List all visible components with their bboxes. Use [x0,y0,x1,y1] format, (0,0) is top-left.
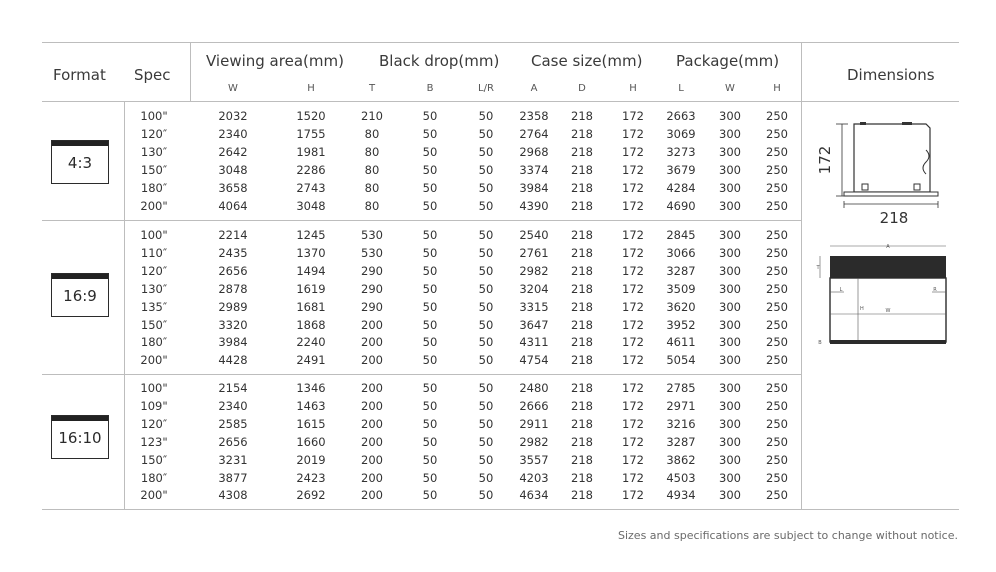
table-cell: 172 [622,317,644,332]
table-cell: 2971 [666,398,696,413]
table-cell: 172 [622,245,644,260]
format-icon-16-9 [51,273,109,317]
table-cell: 300 [719,162,741,177]
table-cell: 50 [422,416,438,431]
table-cell: 250 [766,126,788,141]
table-cell: 2663 [666,109,696,123]
table-cell: 2743 [296,180,326,195]
header-case-size: Case size(mm) [531,52,643,70]
table-cell: 172 [622,470,644,485]
spec-size-cell: 150″ [140,452,168,467]
table-cell: 50 [422,381,438,395]
table-cell: 300 [719,126,741,141]
table-cell: 50 [478,162,494,177]
table-cell: 2423 [296,470,326,485]
table-cell: 1615 [296,416,326,431]
table-cell: 2642 [218,144,248,159]
header-spec: Spec [134,66,171,84]
table-cell: 80 [364,162,380,177]
table-cell: 80 [364,126,380,141]
case-height-label: 172 [816,145,834,175]
table-top-border [42,42,959,43]
header-viewing-area: Viewing area(mm) [206,52,344,70]
table-cell: 172 [622,452,644,467]
spec-size-cell: 110″ [140,245,168,260]
table-cell: 50 [478,109,494,123]
table-cell: 2340 [218,126,248,141]
format-icon-4-3 [51,140,109,184]
table-cell: 4390 [519,198,549,213]
table-cell: 2435 [218,245,248,260]
subheader-cell: L [678,83,684,94]
table-cell: 50 [478,281,494,296]
table-cell: 172 [622,144,644,159]
table-cell: 250 [766,488,788,503]
spec-size-cell: 200" [140,488,168,503]
subheader-cell: W [725,83,735,94]
table-cell: 4284 [666,180,696,195]
table-cell: 172 [622,263,644,278]
table-cell: 250 [766,180,788,195]
table-cell: 50 [422,144,438,159]
spec-size-cell: 120″ [140,416,168,431]
header-black-drop: Black drop(mm) [379,52,500,70]
table-cell: 2845 [666,228,696,242]
spec-size-cell: 180″ [140,470,168,485]
table-cell: 50 [478,335,494,350]
table-cell: 50 [422,299,438,314]
table-cell: 218 [571,299,593,314]
table-cell: 50 [478,299,494,314]
table-cell: 3952 [666,317,696,332]
group-divider-1 [42,220,801,221]
table-cell: 3509 [666,281,696,296]
table-cell: 50 [422,353,438,368]
table-cell: 300 [719,488,741,503]
case-profile-diagram [808,110,958,230]
dim-label-w: W [885,308,891,314]
table-cell: 172 [622,381,644,395]
table-cell: 3216 [666,416,696,431]
footnote: Sizes and specifications are subject to change without notice. [617,529,958,542]
table-cell: 50 [422,126,438,141]
group-divider-2 [42,374,801,375]
table-cell: 250 [766,416,788,431]
table-cell: 172 [622,109,644,123]
table-cell: 250 [766,228,788,242]
table-cell: 172 [622,488,644,503]
table-cell: 3069 [666,126,696,141]
dim-label-a: A [886,244,890,250]
table-cell: 3287 [666,263,696,278]
table-cell: 2785 [666,381,696,395]
table-cell: 300 [719,434,741,449]
screen-front-diagram [808,240,958,350]
table-cell: 172 [622,198,644,213]
table-cell: 50 [422,198,438,213]
table-cell: 3374 [519,162,549,177]
table-cell: 200 [361,470,383,485]
subheader-cell: D [578,83,586,94]
table-cell: 218 [571,281,593,296]
spec-size-cell: 180″ [140,180,168,195]
table-cell: 2214 [218,228,248,242]
table-cell: 3679 [666,162,696,177]
table-cell: 1463 [296,398,326,413]
table-cell: 2989 [218,299,248,314]
table-cell: 250 [766,162,788,177]
subheader-cell: W [228,83,238,94]
table-cell: 218 [571,162,593,177]
table-cell: 200 [361,335,383,350]
table-cell: 2656 [218,434,248,449]
table-cell: 3273 [666,144,696,159]
table-cell: 50 [478,317,494,332]
subheader-cell: T [368,83,376,94]
table-cell: 50 [478,488,494,503]
spec-size-cell: 120″ [140,263,168,278]
table-cell: 172 [622,299,644,314]
table-cell: 50 [478,198,494,213]
table-cell: 218 [571,488,593,503]
table-cell: 3320 [218,317,248,332]
table-cell: 50 [422,109,438,123]
table-cell: 2480 [519,381,549,395]
table-cell: 218 [571,228,593,242]
table-cell: 4311 [519,335,549,350]
dimensions-column-divider [801,42,802,509]
dim-label-r: R [933,287,937,293]
table-cell: 250 [766,281,788,296]
spec-size-cell: 123" [140,434,168,449]
table-cell: 2764 [519,126,549,141]
table-cell: 300 [719,245,741,260]
format-icon-16-10 [51,415,109,459]
table-cell: 300 [719,452,741,467]
table-cell: 4611 [666,335,696,350]
table-cell: 172 [622,162,644,177]
spec-size-cell: 150″ [140,317,168,332]
table-cell: 530 [361,228,383,242]
spec-size-cell: 130″ [140,281,168,296]
table-cell: 218 [571,245,593,260]
spec-size-cell: 100" [140,109,168,123]
table-cell: 50 [478,245,494,260]
table-cell: 250 [766,198,788,213]
table-cell: 200 [361,434,383,449]
table-cell: 290 [361,299,383,314]
table-cell: 250 [766,317,788,332]
table-cell: 200 [361,452,383,467]
table-cell: 300 [719,416,741,431]
table-cell: 1868 [296,317,326,332]
table-cell: 210 [361,109,383,123]
table-cell: 50 [422,228,438,242]
spec-size-cell: 135″ [140,299,168,314]
header-format: Format [53,66,106,84]
table-cell: 2240 [296,335,326,350]
table-cell: 172 [622,353,644,368]
table-cell: 4754 [519,353,549,368]
table-cell: 530 [361,245,383,260]
table-cell: 2666 [519,398,549,413]
table-cell: 250 [766,452,788,467]
table-cell: 50 [422,162,438,177]
table-cell: 172 [622,281,644,296]
table-cell: 3862 [666,452,696,467]
table-cell: 3620 [666,299,696,314]
spec-size-cell: 100" [140,381,168,395]
table-cell: 3231 [218,452,248,467]
table-cell: 3048 [296,198,326,213]
table-cell: 1494 [296,263,326,278]
header-dimensions: Dimensions [847,66,935,84]
table-cell: 50 [422,470,438,485]
table-cell: 250 [766,398,788,413]
table-cell: 2878 [218,281,248,296]
table-cell: 172 [622,335,644,350]
table-cell: 172 [622,434,644,449]
table-cell: 2982 [519,434,549,449]
table-cell: 3204 [519,281,549,296]
table-cell: 50 [478,353,494,368]
table-cell: 250 [766,109,788,123]
table-cell: 200 [361,416,383,431]
table-cell: 50 [422,335,438,350]
table-cell: 200 [361,317,383,332]
table-cell: 300 [719,263,741,278]
table-cell: 2982 [519,263,549,278]
table-cell: 2286 [296,162,326,177]
table-cell: 1346 [296,381,326,395]
format-column-divider [124,101,125,509]
table-cell: 2968 [519,144,549,159]
table-cell: 300 [719,353,741,368]
table-cell: 172 [622,180,644,195]
table-cell: 172 [622,126,644,141]
table-cell: 50 [478,144,494,159]
spec-size-cell: 200" [140,198,168,213]
table-cell: 2656 [218,263,248,278]
table-cell: 2692 [296,488,326,503]
table-cell: 218 [571,335,593,350]
table-cell: 50 [422,398,438,413]
table-cell: 3066 [666,245,696,260]
table-cell: 200 [361,381,383,395]
table-cell: 2154 [218,381,248,395]
table-cell: 50 [422,452,438,467]
table-cell: 218 [571,452,593,467]
table-cell: 3287 [666,434,696,449]
case-depth-label: 218 [879,209,909,227]
table-cell: 218 [571,470,593,485]
table-cell: 50 [478,434,494,449]
table-cell: 2019 [296,452,326,467]
table-cell: 2358 [519,109,549,123]
header-bottom-border [42,101,959,102]
table-cell: 218 [571,416,593,431]
table-cell: 2491 [296,353,326,368]
table-cell: 250 [766,299,788,314]
table-cell: 290 [361,263,383,278]
table-cell: 200 [361,398,383,413]
table-cell: 218 [571,398,593,413]
table-cell: 4690 [666,198,696,213]
table-cell: 3048 [218,162,248,177]
table-cell: 3984 [519,180,549,195]
table-cell: 1245 [296,228,326,242]
table-cell: 50 [478,416,494,431]
subheader-cell: A [530,83,538,94]
table-cell: 4203 [519,470,549,485]
table-cell: 218 [571,144,593,159]
spec-size-cell: 120″ [140,126,168,141]
table-cell: 218 [571,353,593,368]
spec-size-cell: 150″ [140,162,168,177]
subheader-cell: L/R [478,83,494,94]
table-cell: 3658 [218,180,248,195]
table-cell: 300 [719,317,741,332]
table-cell: 50 [422,434,438,449]
table-cell: 50 [422,488,438,503]
table-cell: 3877 [218,470,248,485]
table-cell: 1619 [296,281,326,296]
table-cell: 50 [478,228,494,242]
table-cell: 300 [719,470,741,485]
table-cell: 1520 [296,109,326,123]
table-cell: 1370 [296,245,326,260]
table-cell: 3647 [519,317,549,332]
table-cell: 250 [766,263,788,278]
table-cell: 300 [719,281,741,296]
table-cell: 50 [422,281,438,296]
table-cell: 3557 [519,452,549,467]
table-cell: 250 [766,245,788,260]
table-cell: 4428 [218,353,248,368]
format-label: 4:3 [67,154,93,172]
table-cell: 300 [719,398,741,413]
table-cell: 50 [422,263,438,278]
table-cell: 300 [719,144,741,159]
table-cell: 50 [478,470,494,485]
spec-size-cell: 109" [140,398,168,413]
dim-label-t: T [816,265,820,271]
table-cell: 50 [478,126,494,141]
table-cell: 250 [766,434,788,449]
table-cell: 250 [766,470,788,485]
table-cell: 218 [571,263,593,278]
subheader-cell: H [307,83,315,94]
table-cell: 172 [622,398,644,413]
table-cell: 4934 [666,488,696,503]
subheader-cell: B [426,83,434,94]
table-cell: 2761 [519,245,549,260]
dim-label-l: L [839,287,843,293]
table-cell: 80 [364,144,380,159]
subheader-cell: H [629,83,637,94]
table-cell: 50 [478,180,494,195]
table-cell: 3315 [519,299,549,314]
table-cell: 218 [571,198,593,213]
table-cell: 218 [571,126,593,141]
spec-size-cell: 200" [140,353,168,368]
spec-size-cell: 100" [140,228,168,242]
table-cell: 218 [571,109,593,123]
table-cell: 1681 [296,299,326,314]
table-cell: 1660 [296,434,326,449]
spec-size-cell: 180″ [140,335,168,350]
table-cell: 300 [719,299,741,314]
table-cell: 80 [364,180,380,195]
table-cell: 50 [422,317,438,332]
table-cell: 50 [478,452,494,467]
table-cell: 300 [719,198,741,213]
table-cell: 200 [361,488,383,503]
table-cell: 3984 [218,335,248,350]
spec-size-cell: 130″ [140,144,168,159]
spec-header-divider [190,42,191,101]
table-cell: 300 [719,109,741,123]
table-cell: 2540 [519,228,549,242]
table-cell: 4308 [218,488,248,503]
table-cell: 50 [478,263,494,278]
table-cell: 4634 [519,488,549,503]
header-package: Package(mm) [676,52,780,70]
table-cell: 2911 [519,416,549,431]
table-cell: 5054 [666,353,696,368]
table-cell: 80 [364,198,380,213]
table-cell: 250 [766,144,788,159]
table-cell: 250 [766,381,788,395]
dim-label-b: B [818,340,822,346]
table-cell: 50 [422,180,438,195]
table-cell: 2585 [218,416,248,431]
table-cell: 50 [478,398,494,413]
table-cell: 300 [719,180,741,195]
table-cell: 172 [622,228,644,242]
table-cell: 4064 [218,198,248,213]
dim-label-h: H [860,306,864,312]
table-bottom-border [42,509,959,510]
table-cell: 250 [766,353,788,368]
table-cell: 50 [478,381,494,395]
table-cell: 218 [571,317,593,332]
table-cell: 218 [571,180,593,195]
table-cell: 300 [719,381,741,395]
table-cell: 300 [719,228,741,242]
table-cell: 290 [361,281,383,296]
format-label: 16:10 [58,429,102,447]
table-cell: 1981 [296,144,326,159]
table-cell: 1755 [296,126,326,141]
format-label: 16:9 [63,287,97,305]
table-cell: 2340 [218,398,248,413]
table-cell: 4503 [666,470,696,485]
table-cell: 218 [571,434,593,449]
table-cell: 2032 [218,109,248,123]
table-cell: 200 [361,353,383,368]
table-cell: 300 [719,335,741,350]
table-cell: 172 [622,416,644,431]
table-cell: 50 [422,245,438,260]
table-cell: 250 [766,335,788,350]
subheader-cell: H [773,83,781,94]
table-cell: 218 [571,381,593,395]
